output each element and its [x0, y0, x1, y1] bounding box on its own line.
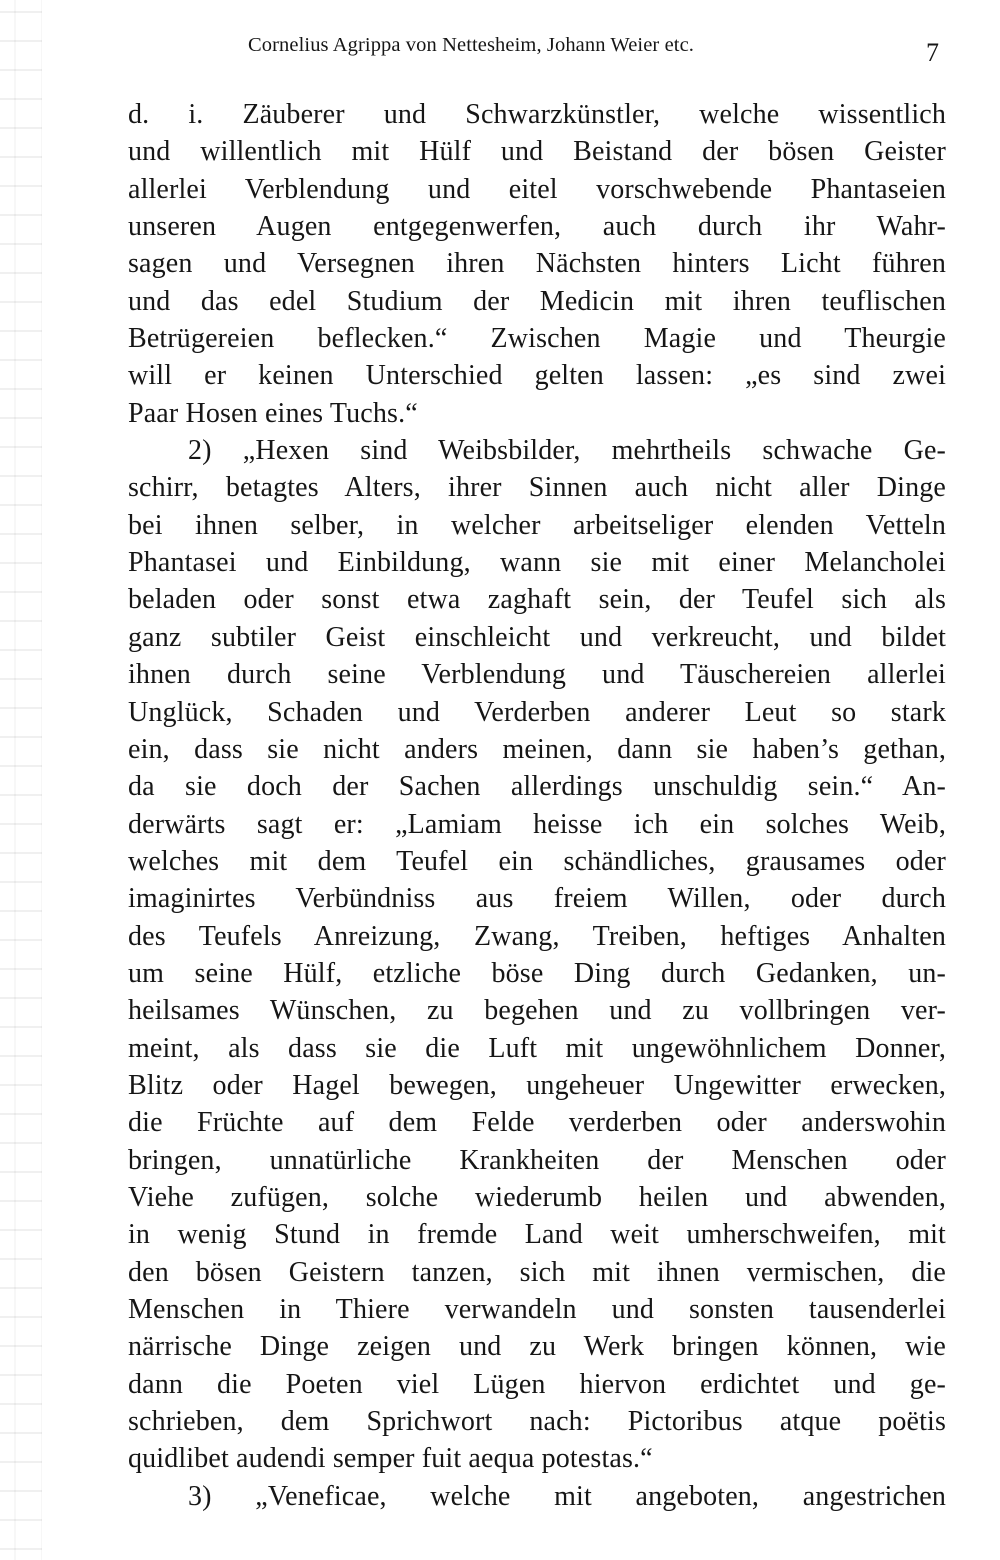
text-line-11: schirr, betagtes Alters, ihrer Sinnen auch nicht aller Dinge [128, 472, 946, 504]
text-line-38: 3) „Veneficae, welche mit angeboten, angestrichen [188, 1480, 946, 1512]
text-line-9: Paar Hosen eines Tuchs.“ [128, 397, 418, 429]
running-title: Cornelius Agrippa von Nettesheim, Johann Weier etc. [248, 34, 694, 56]
text-line-37: quidlibet audendi semper fuit aequa potestas.“ [128, 1443, 653, 1475]
text-line-36: schrieben, dem Sprichwort nach: Pictoribus atque poëtis [128, 1406, 946, 1438]
text-line-1: d. i. Zäuberer und Schwarzkünstler, welche wissentlich [128, 99, 946, 130]
text-line-8: will er keinen Unterschied gelten lassen: „es sind zwei [128, 360, 946, 392]
text-line-18: ein, dass sie nicht anders meinen, dann sie haben’s gethan, [128, 733, 946, 765]
text-line-25: heilsames Wünschen, zu begehen und zu vollbringen ver- [128, 995, 946, 1027]
text-line-20: derwärts sagt er: „Lamiam heisse ich ein solches Weib, [128, 808, 946, 840]
text-line-29: bringen, unnatürliche Krankheiten der Menschen oder [128, 1144, 946, 1176]
text-line-12: bei ihnen selber, in welcher arbeitseliger elenden Vetteln [128, 509, 946, 541]
text-line-31: in wenig Stund in fremde Land weit umherschweifen, mit [128, 1219, 946, 1251]
text-line-2: und willentlich mit Hülf und Beistand der bösen Geister [128, 136, 946, 168]
page-number: 7 [926, 38, 939, 67]
text-line-5: sagen und Versegnen ihren Nächsten hinters Licht führen [128, 248, 946, 280]
text-line-15: ganz subtiler Geist einschleicht und verkreucht, und bildet [128, 621, 946, 653]
text-line-35: dann die Poeten viel Lügen hiervon erdichtet und ge- [128, 1368, 946, 1400]
text-line-32: den bösen Geistern tanzen, sich mit ihnen vermischen, die [128, 1256, 946, 1288]
text-line-21: welches mit dem Teufel ein schändliches, grausames oder [128, 845, 946, 877]
text-line-4: unseren Augen entgegenwerfen, auch durch ihr Wahr- [128, 211, 946, 243]
text-line-27: Blitz oder Hagel bewegen, ungeheuer Ungewitter erwecken, [128, 1069, 946, 1101]
body-text [128, 96, 946, 1515]
text-line-6: und das edel Studium der Medicin mit ihren teuflischen [128, 285, 946, 317]
text-line-10: 2) „Hexen sind Weibsbilder, mehrtheils schwache Ge- [188, 435, 946, 467]
text-line-30: Viehe zufügen, solche wiederumb heilen und abwenden, [128, 1181, 946, 1213]
text-line-7: Betrügereien beflecken.“ Zwischen Magie und Theurgie [128, 323, 946, 355]
text-line-26: meint, als dass sie die Luft mit ungewöhnlichem Donner, [128, 1032, 946, 1064]
text-line-17: Unglück, Schaden und Verderben anderer Leut so stark [128, 696, 946, 728]
text-line-24: um seine Hülf, etzliche böse Ding durch Gedanken, un- [128, 957, 946, 989]
text-line-23: des Teufels Anreizung, Zwang, Treiben, heftiges Anhalten [128, 920, 946, 952]
text-line-33: Menschen in Thiere verwandeln und sonsten tausenderlei [128, 1294, 946, 1325]
text-line-19: da sie doch der Sachen allerdings unschuldig sein.“ An- [128, 771, 946, 803]
scan-edge-noise [0, 0, 42, 1560]
text-line-3: allerlei Verblendung und eitel vorschwebende Phantaseien [128, 173, 946, 205]
text-line-13: Phantasei und Einbildung, wann sie mit einer Melancholei [128, 547, 946, 579]
text-line-14: beladen oder sonst etwa zaghaft sein, der Teufel sich als [128, 584, 946, 616]
text-line-28: die Früchte auf dem Felde verderben oder anderswohin [128, 1107, 946, 1139]
text-line-16: ihnen durch seine Verblendung und Täuschereien allerlei [128, 659, 946, 691]
text-line-34: närrische Dinge zeigen und zu Werk bringen können, wie [128, 1331, 946, 1363]
text-line-22: imaginirtes Verbündniss aus freiem Willen, oder durch [128, 883, 946, 915]
